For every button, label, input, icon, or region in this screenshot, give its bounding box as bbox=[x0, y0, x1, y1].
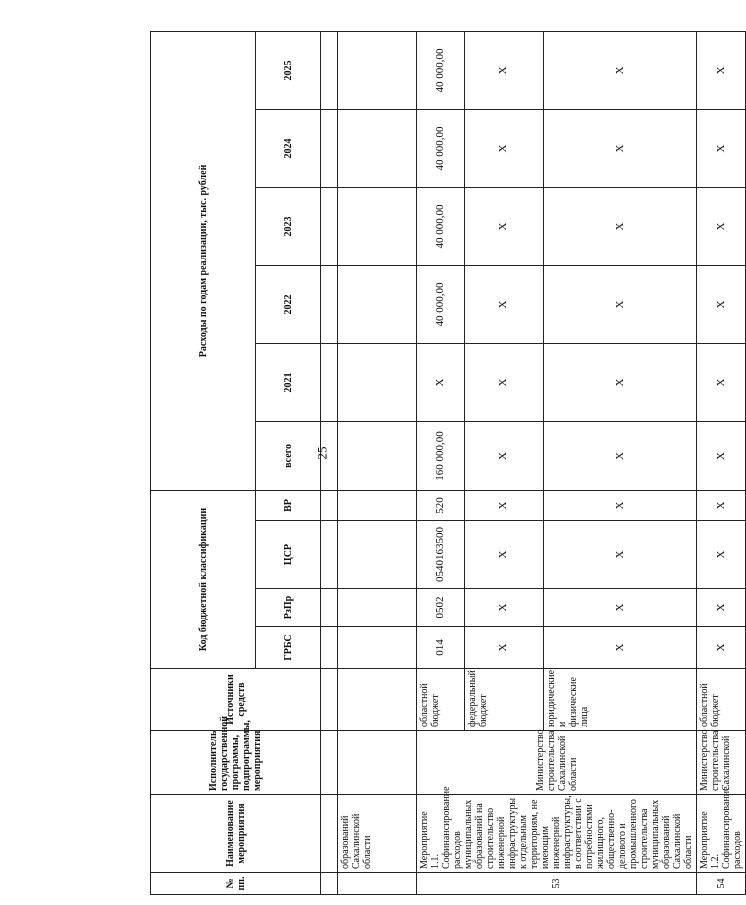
spacer-row bbox=[321, 31, 338, 894]
y2023-cell: X bbox=[544, 187, 697, 265]
header-budget-class: Код бюджетной классификации bbox=[151, 490, 256, 668]
source-cell: областной бюджет bbox=[697, 669, 746, 731]
y2025-cell: X bbox=[544, 31, 697, 109]
y2023-cell: 40 000,00 bbox=[417, 187, 465, 265]
source-cell: юридические и физические лица bbox=[544, 669, 697, 731]
source-cell: федеральный бюджет bbox=[464, 669, 543, 731]
rotated-table-container bbox=[150, 32, 743, 895]
total-cell: X bbox=[544, 421, 697, 490]
vr-cell: X bbox=[697, 490, 746, 520]
table-row bbox=[697, 31, 746, 894]
header-name: Наименование мероприятия bbox=[151, 795, 321, 873]
header-2025: 2025 bbox=[256, 31, 321, 109]
grbs-cell: X bbox=[697, 627, 746, 669]
vr-cell: 520 bbox=[417, 490, 465, 520]
header-num: № пп. bbox=[151, 873, 321, 895]
expenses-table bbox=[150, 31, 746, 895]
y2022-cell: 40 000,00 bbox=[417, 265, 465, 343]
header-2022: 2022 bbox=[256, 265, 321, 343]
header-grbs: ГРБС bbox=[256, 627, 321, 669]
y2024-cell: X bbox=[544, 109, 697, 187]
rzpr-cell: X bbox=[697, 589, 746, 627]
row-executor: Министерство строительства Сахалинской bbox=[697, 731, 746, 795]
vr-cell: X bbox=[464, 490, 543, 520]
rzpr-cell: X bbox=[544, 589, 697, 627]
y2023-cell: X bbox=[697, 187, 746, 265]
total-cell: X bbox=[464, 421, 543, 490]
header-expenses: Расходы по годам реализации, тыс. рублей bbox=[151, 31, 256, 490]
row-name: Мероприятие 1.1. Софинансирование расходов муниципальных образований на строительство инженерной инфраструктуры к отдельным территориям, не имеющим инженерной инфраструктуры, в соответствии с потребностями жилищного, общественно-делового и промышленного строительства муниципальных образований Сахалинской области bbox=[417, 795, 697, 873]
csr-cell: X bbox=[697, 521, 746, 589]
y2024-cell: X bbox=[697, 109, 746, 187]
grbs-cell: X bbox=[464, 627, 543, 669]
header-source: Источники средств bbox=[151, 669, 321, 731]
y2021-cell: X bbox=[544, 343, 697, 421]
y2022-cell: X bbox=[544, 265, 697, 343]
continuation-row bbox=[338, 31, 417, 894]
grbs-cell: X bbox=[544, 627, 697, 669]
vr-cell: X bbox=[544, 490, 697, 520]
row-name: Мероприятие 1.2. Софинансирование расходов bbox=[697, 795, 746, 873]
header-executor: Исполнитель государственной программы, подпрограммы, мероприятия bbox=[151, 731, 321, 795]
header-csr: ЦСР bbox=[256, 521, 321, 589]
grbs-cell: 014 bbox=[417, 627, 465, 669]
row-executor: Министерство строительства Сахалинской области bbox=[417, 731, 697, 795]
row-num: 53 bbox=[417, 873, 697, 895]
y2025-cell: X bbox=[697, 31, 746, 109]
y2025-cell: 40 000,00 bbox=[417, 31, 465, 109]
rzpr-cell: X bbox=[464, 589, 543, 627]
y2022-cell: X bbox=[697, 265, 746, 343]
y2024-cell: X bbox=[464, 109, 543, 187]
header-2023: 2023 bbox=[256, 187, 321, 265]
continuation-name: образований Сахалинской области bbox=[338, 795, 417, 873]
y2022-cell: X bbox=[464, 265, 543, 343]
y2025-cell: X bbox=[464, 31, 543, 109]
header-2024: 2024 bbox=[256, 109, 321, 187]
header-total: всего bbox=[256, 421, 321, 490]
y2021-cell: X bbox=[464, 343, 543, 421]
y2024-cell: 40 000,00 bbox=[417, 109, 465, 187]
source-cell: областной бюджет bbox=[417, 669, 465, 731]
y2023-cell: X bbox=[464, 187, 543, 265]
row-num: 54 bbox=[697, 873, 746, 895]
header-vr: ВР bbox=[256, 490, 321, 520]
csr-cell: X bbox=[544, 521, 697, 589]
csr-cell: X bbox=[464, 521, 543, 589]
y2021-cell: X bbox=[417, 343, 465, 421]
page-number: 25 bbox=[314, 446, 330, 460]
header-rzpr: РзПр bbox=[256, 589, 321, 627]
total-cell: X bbox=[697, 421, 746, 490]
rzpr-cell: 0502 bbox=[417, 589, 465, 627]
y2021-cell: X bbox=[697, 343, 746, 421]
header-2021: 2021 bbox=[256, 343, 321, 421]
csr-cell: 0540163500 bbox=[417, 521, 465, 589]
total-cell: 160 000,00 bbox=[417, 421, 465, 490]
table-row bbox=[417, 31, 465, 894]
